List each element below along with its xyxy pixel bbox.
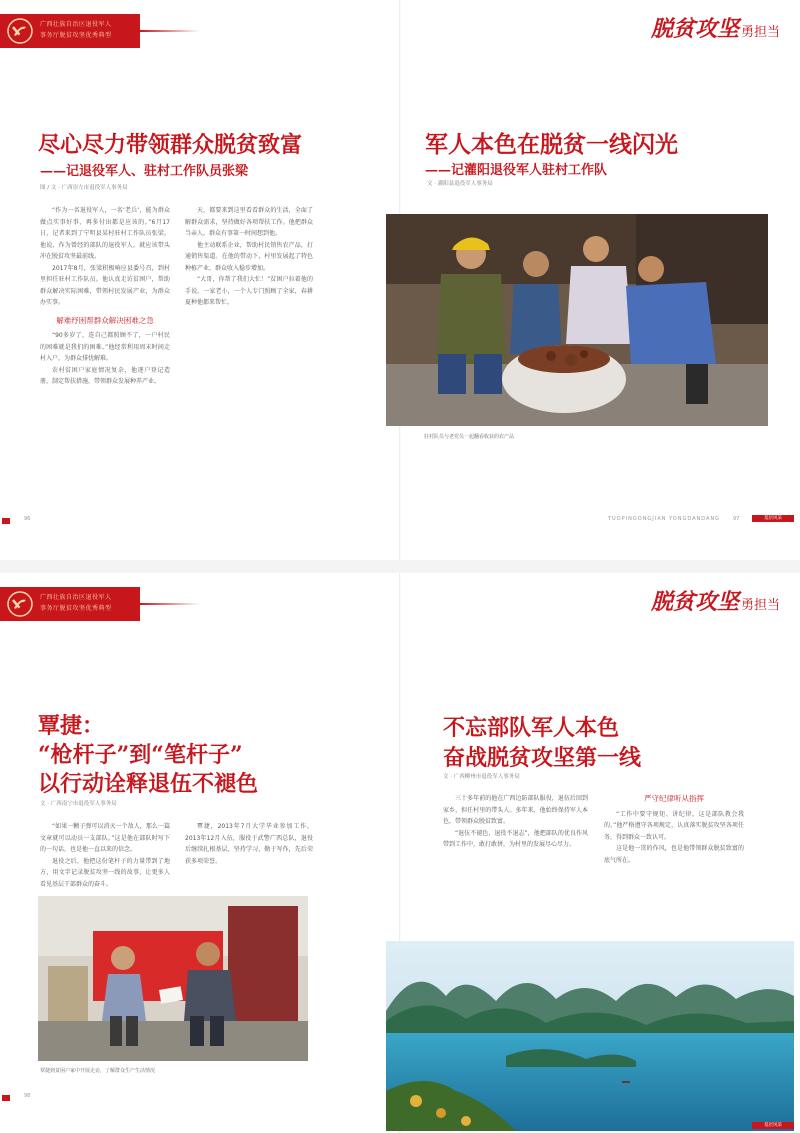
page-number: 98: [24, 1093, 31, 1099]
party-emblem-icon: [6, 17, 34, 45]
article-title: 军人本色在脱贫一线闪光: [425, 131, 678, 158]
paragraph: 农村贫困户家庭情况复杂，他逐户登记造册，制定帮扶措施，带领群众发展种养产业。: [40, 366, 170, 385]
brand-logo: 脱贫攻坚 勇担当: [650, 16, 780, 42]
paragraph: “作为一名退役军人，一名‘老兵’，能为群众做点实事好事，再多付出都是应该的。”6月17日，记者来到了宁明县某村驻村工作队员张梁，他说，作为曾经的部队的退役军人，就应该带头冲在脱贫攻坚最前线。: [40, 207, 170, 260]
party-emblem-icon: [6, 590, 34, 618]
article-byline: 文 · 广西南宁市退役军人事务局: [40, 801, 117, 807]
paragraph: 这是他一贯的作风，也是他带领群众脱贫致富的底气所在。: [604, 845, 744, 864]
banner-text: 广西壮族自治区退役军人 事务厅脱贫攻坚优秀典型: [40, 21, 112, 39]
page-number: 96: [24, 516, 31, 522]
article-title-line-2: 奋战脱贫攻坚第一线: [443, 745, 642, 771]
photo-caption: 覃捷到贫困户家中开展走访，了解群众生产生活情况: [40, 1068, 156, 1074]
banner-text: 广西壮族自治区退役军人 事务厅脱贫攻坚优秀典型: [40, 594, 112, 612]
paragraph: “90多岁了，连自己都照顾不了，一户村民的困难就是我们的困难。”他经常利用周末时间走村入户，为群众排忧解难。: [40, 332, 170, 362]
article-photo: [38, 896, 308, 1061]
paragraph: 他主动联系企业，帮助村民销售农产品，打通销售渠道。在他的带动下，村里发展起了特色种植产业，群众收入稳步增加。: [185, 241, 313, 272]
photo-karst-lake: [386, 941, 794, 1131]
header-banner: [0, 587, 140, 621]
paragraph: “大哥，你帮了我们大忙！”贫困户拉着他的手说。一家老小，一个人专门照顾了全家，春耕夏种他都来帮忙。: [185, 276, 313, 306]
section-heading: 严守纪律听从指挥: [644, 794, 704, 803]
spread-1: [0, 0, 800, 560]
article-column-2: [604, 793, 744, 933]
article-subtitle: ——记退役军人、驻村工作队员张梁: [40, 164, 249, 179]
article-column-2: [185, 821, 313, 891]
paragraph: 2017年8月，张梁积极响应县委号召，到村里担任驻村工作队员。他认真走访贫困户，帮助群众解决实际困难，带领村民发展产业，为群众办实事。: [40, 264, 170, 306]
spread-divider: [0, 560, 800, 573]
article-byline: 图 / 文 · 广西崇左市退役军人事务局: [40, 185, 128, 191]
header-banner: [0, 14, 140, 48]
article-column-1: [443, 793, 588, 933]
article-title-line-1: 不忘部队军人本色: [443, 715, 620, 741]
photo-villagers-inspecting-crop: [386, 214, 768, 426]
paragraph: 天，都要来到这里看看群众的生活，全面了解群众需求，坚持做好各项帮扶工作。他把群众当亲人，群众有事第一时间想到他。: [185, 207, 313, 237]
article-photo: [386, 214, 768, 426]
article-column-1: [40, 205, 170, 505]
article-title: 尽心尽力带领群众脱贫致富: [38, 132, 303, 158]
photo-home-visit: [38, 896, 308, 1061]
section-tag: [752, 515, 794, 522]
paragraph: 退役之后，他把这份笔杆子的力量带到了地方，用文字记录脱贫攻坚一线的故事，让更多人看见基层干部群众的奋斗。: [40, 857, 170, 888]
section-heading: 解难纾困帮群众解决困难之急: [56, 315, 154, 325]
page-marker: [2, 1095, 10, 1101]
article-column-1: [40, 821, 170, 891]
paragraph: 覃捷，2013年7月大学毕业参加工作，2013年12月入伍，服役于武警广西总队，退役后继续扎根基层，坚持学习，勤于写作，先后荣获多项荣誉。: [185, 823, 313, 865]
section-tag-label: 基层风采: [764, 1123, 782, 1128]
banner-rule: [140, 30, 200, 32]
paragraph: 三十多年前的他在广西边防部队服役，退伍后回到家乡，担任村里的带头人。多年来，他始终保持军人本色，带领群众脱贫致富。: [443, 795, 588, 825]
section-tag-label: 基层风采: [764, 516, 782, 521]
section-tag: [752, 1122, 794, 1129]
paragraph: “退伍不褪色，退役不退志”，他把部队的优良作风带到工作中，敢打敢拼，为村里的发展尽心尽力。: [443, 829, 588, 848]
banner-rule: [140, 603, 200, 605]
landscape-photo: [386, 941, 794, 1131]
paragraph: “工作中要守规矩、讲纪律，这是部队教会我的。”他严格遵守各项规定，认真落实脱贫攻坚各项任务，得到群众一致认可。: [604, 810, 744, 841]
article-byline: 文 · 广西柳州市退役军人事务局: [443, 774, 520, 780]
photo-caption: 驻村队员与老党员一起翻看收获的农产品: [424, 434, 515, 440]
page-number: 97: [733, 516, 740, 522]
page-marker: [2, 518, 10, 524]
article-title-line-2: “枪杆子”到“笔杆子”: [38, 742, 243, 768]
article-title-line-1: 覃捷：: [38, 713, 105, 739]
article-title-line-3: 以行动诠释退伍不褪色: [38, 771, 259, 797]
spread-2: [0, 573, 800, 1133]
article-column-2: [185, 205, 313, 505]
folio-text: TUOPINGONGJIAN YONGDANDANG: [608, 516, 721, 522]
article-byline: 文 · 灌阳县退役军人事务局: [427, 181, 493, 187]
brand-logo: 脱贫攻坚 勇担当: [650, 589, 780, 615]
article-subtitle: ——记灌阳退役军人驻村工作队: [425, 163, 608, 178]
paragraph: “如果一颗子弹可以消灭一个敌人，那么一篇文章就可以动员一支部队。”这是他在部队时写下的一句话，也是他一直以来的信念。: [40, 823, 170, 853]
